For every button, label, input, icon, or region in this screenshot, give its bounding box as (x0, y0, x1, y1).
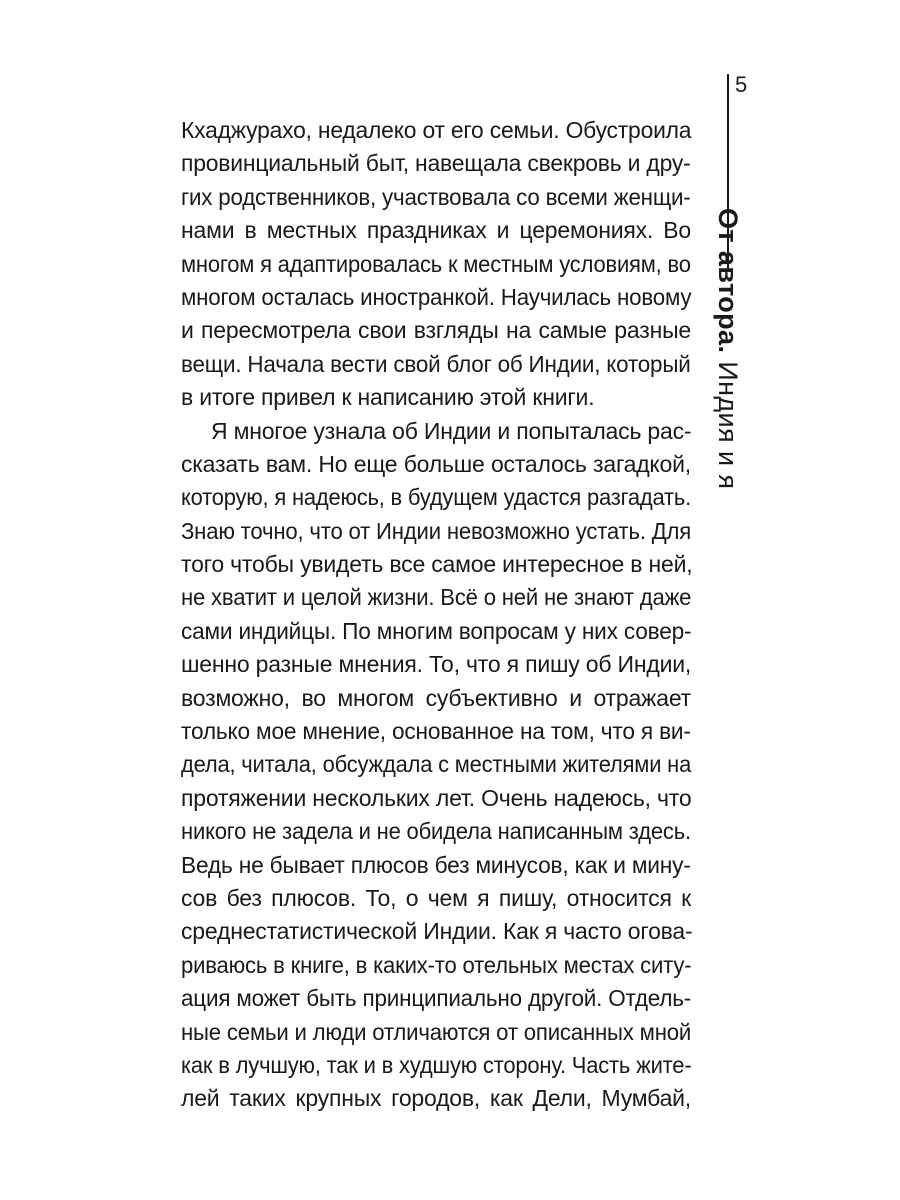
text-line: не хватит и целой жизни. Всё о ней не знают даже (181, 584, 692, 611)
text-line: провинциальный быт, навещала свекровь и дру- (181, 150, 691, 177)
text-line: многом осталась иностранкой. Научилась новому (181, 283, 692, 310)
page-number: 5 (735, 72, 748, 97)
text-line: риваюсь в книге, в каких-то отельных местах ситу- (181, 951, 692, 978)
text-line: протяжении нескольких лет. Очень надеюсь, что (181, 784, 692, 811)
text-line: которую, я надеюсь, в будущем удастся разгадать. (181, 484, 692, 511)
text-line: и пересмотрела свои взгляды на самые разные (181, 317, 691, 344)
text-line: Кхаджурахо, недалеко от его семьи. Обустроила (181, 117, 692, 143)
text-line: никого не задела и не обидела написанным здесь. (181, 818, 691, 845)
text-line: лей таких крупных городов, как Дели, Мумбай, (181, 1085, 691, 1112)
text-line: Я многое узнала об Индии и попыталась рас- (211, 417, 692, 444)
running-head-title: Индия и я (713, 361, 743, 490)
text-line: ные семьи и люди отличаются от описанных мной (181, 1018, 692, 1045)
running-head-chapter: От автора. (713, 208, 743, 354)
text-line: сами индийцы. По многим вопросам у них совер- (181, 617, 692, 644)
text-line: ация может быть принципиально другой. Отдель- (181, 985, 692, 1012)
text-line: в итоге привел к написанию этой книги. (181, 384, 595, 411)
text-line: сов без плюсов. То, о чем я пишу, относится к (181, 884, 691, 911)
running-head (712, 208, 744, 489)
text-line: многом я адаптировалась к местным условиям, во (181, 250, 691, 277)
body-text (181, 114, 691, 1116)
text-line: сказать вам. Но еще больше осталось загадкой, (181, 450, 691, 477)
text-line: вещи. Начала вести свой блог об Индии, который (181, 350, 691, 377)
text-line: как в лучшую, так и в худшую сторону. Часть жите- (181, 1051, 692, 1078)
text-line: только мое мнение, основанное на том, что я ви- (181, 718, 691, 745)
text-line: Ведь не бывает плюсов без минусов, как и мину- (181, 851, 691, 878)
text-line: среднестатистической Индии. Как я часто огова- (181, 918, 693, 945)
text-line: того чтобы увидеть все самое интересное в ней, (181, 551, 693, 578)
text-line: дела, читала, обсуждала с местными жителями на (181, 751, 692, 778)
text-line: Знаю точно, что от Индии невозможно устать. Для (181, 517, 692, 544)
text-line: возможно, во многом субъективно и отражает (181, 684, 691, 711)
text-line: нами в местных праздниках и церемониях. Во (181, 217, 691, 244)
text-line: шенно разные мнения. То, что я пишу об Индии, (181, 651, 692, 678)
text-line: гих родственников, участвовала со всеми женщи- (181, 183, 691, 210)
